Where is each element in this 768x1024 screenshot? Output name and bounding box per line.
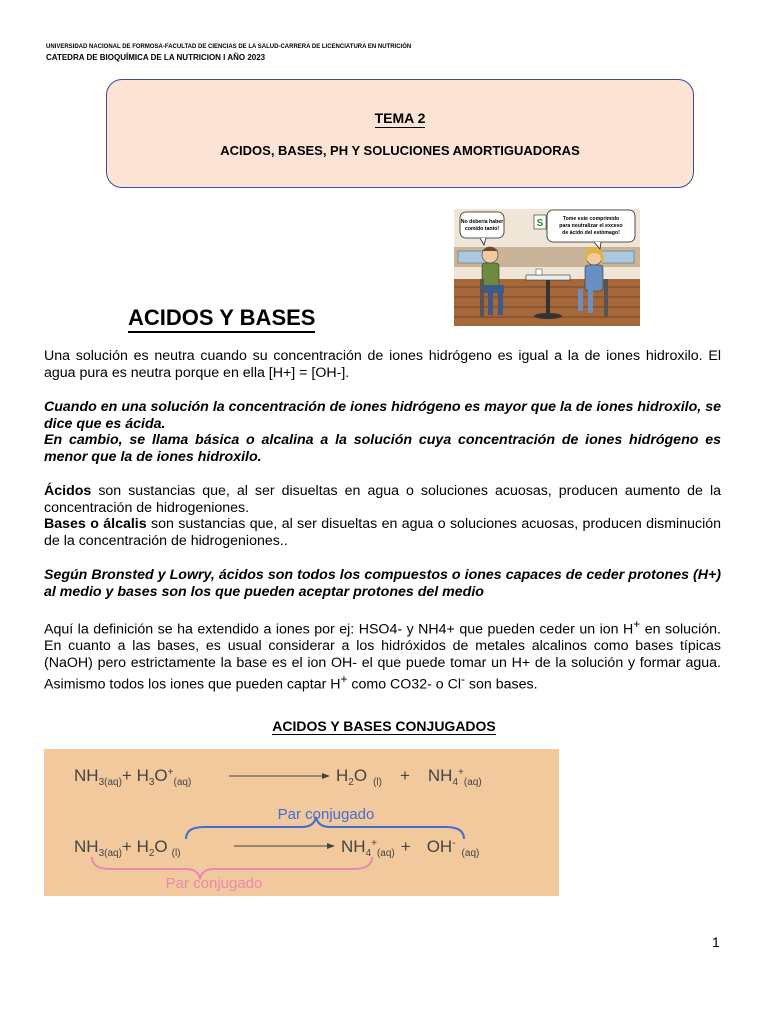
acids-definition: son sustancias que, al ser disueltas en agua o soluciones acuosas, producen aumento de la concentración de hidrogeniones. bbox=[44, 483, 721, 516]
topic-number-text: TEMA 2 bbox=[374, 110, 426, 126]
acids-term: Ácidos bbox=[44, 483, 92, 499]
ext-sup-1: + bbox=[633, 617, 641, 631]
topic-number bbox=[107, 110, 693, 126]
paragraph-bronsted-lowry bbox=[44, 567, 721, 600]
par-conjugado-top: Par conjugado bbox=[277, 806, 375, 823]
svg-text:NH3(aq)+ H2O(l): $NH_{3(aq)}+ H_2O$ $_{(l)}$ bbox=[74, 837, 181, 859]
ext-text-1: Aquí la definición se ha extendido a iones por ej: HSO4- y NH4+ que pueden ceder un ion H bbox=[44, 621, 634, 638]
bubble-right-line-2: para neutralizar el exceso bbox=[559, 223, 623, 229]
cartoon-illustration bbox=[454, 209, 640, 326]
bases-definition: son sustancias que, al ser disueltas en agua o soluciones acuosas, producen disminución de la concentración de hidrogeniones.. bbox=[44, 516, 722, 549]
bubble-right-line-1: Tome este comprimido bbox=[562, 216, 620, 222]
paragraph-extended-definition bbox=[44, 616, 721, 693]
paragraph-base-text: En cambio, se llama básica o alcalina a la solución cuya concentración de iones hidrógeno es menor que la de iones hidroxilo. bbox=[44, 432, 721, 465]
ext-sup-3: - bbox=[461, 672, 465, 687]
paragraph-bases bbox=[44, 516, 721, 549]
paragraph-neutral bbox=[44, 348, 721, 381]
ext-text-4: son bases. bbox=[464, 676, 538, 693]
par-conjugado-bottom: Par conjugado bbox=[165, 875, 263, 892]
bubble-left-line-1: No debería haber bbox=[460, 219, 504, 225]
ext-text-3: como CO32- o Cl bbox=[347, 676, 461, 693]
section-title: ACIDOS Y BASES bbox=[128, 306, 315, 333]
title-box bbox=[106, 79, 694, 188]
ext-text-2: en solución. En cuanto a las bases, es usual considerar a los hidróxidos de metales alcalinos como bases típicas (NaOH) pero estrictamente la base es el ion OH- el que puede tomar un H+ de la solución y formar agua. Asimismo todos los iones que pueden captar H bbox=[44, 621, 721, 693]
bases-term: Bases o álcalis bbox=[44, 516, 147, 532]
bubble-left-line-2: comido tanto! bbox=[464, 226, 500, 232]
paragraph-acids bbox=[44, 483, 721, 516]
page-number: 1 bbox=[712, 934, 720, 950]
bubble-right-line-3: de ácido del estómago! bbox=[562, 230, 620, 236]
paragraph-acid-text: Cuando en una solución la concentración de iones hidrógeno es mayor que la de iones hidroxilo, se dice que es ácida. bbox=[44, 399, 721, 432]
paragraph-neutral-text: Una solución es neutra cuando su concentración de iones hidrógeno es igual a la de iones hidroxilo. El agua pura es neutra porque en ella [H+] = [OH-]. bbox=[44, 348, 721, 381]
paragraph-extended-text bbox=[44, 616, 721, 693]
conjugate-heading-text: ACIDOS Y BASES CONJUGADOS bbox=[272, 718, 496, 734]
topic-subtitle: ACIDOS, BASES, PH Y SOLUCIONES AMORTIGUADORAS bbox=[220, 143, 580, 158]
sign-letter: S bbox=[536, 218, 544, 229]
paragraph-acid-base-definition bbox=[44, 399, 721, 465]
ext-sup-2: + bbox=[340, 672, 348, 687]
svg-text:NH4+(aq)+OH-(aq): $NH_4^+_{(aq)} + OH^-_{(aq)}$ bbox=[341, 837, 480, 859]
conjugate-heading bbox=[0, 718, 768, 734]
paragraph-bronsted-text: Según Bronsted y Lowry, ácidos son todos los compuestos o iones capaces de ceder protones (H+) al medio y bases son los que pueden aceptar protones del medio bbox=[44, 567, 721, 600]
header-course: CATEDRA DE BIOQUÍMICA DE LA NUTRICION I AÑO 2023 bbox=[46, 53, 266, 62]
conjugate-pair-diagram bbox=[44, 749, 559, 896]
header-institution: UNIVERSIDAD NACIONAL DE FORMOSA-FACULTAD DE CIENCIAS DE LA SALUD-CARRERA DE LICENCIATURA EN NUTRICIÓN bbox=[46, 44, 412, 50]
svg-text:NH3(aq)+ H3O+(aq): $NH_{3(aq)}+ H_3O^+_{(aq)}$ bbox=[74, 766, 192, 788]
svg-text:H2O(l)+NH4+(aq): $H_2O$ $_{(l)} + NH_4^+_{(aq)}$ bbox=[336, 766, 482, 788]
paragraph-acids-bases bbox=[44, 483, 721, 549]
